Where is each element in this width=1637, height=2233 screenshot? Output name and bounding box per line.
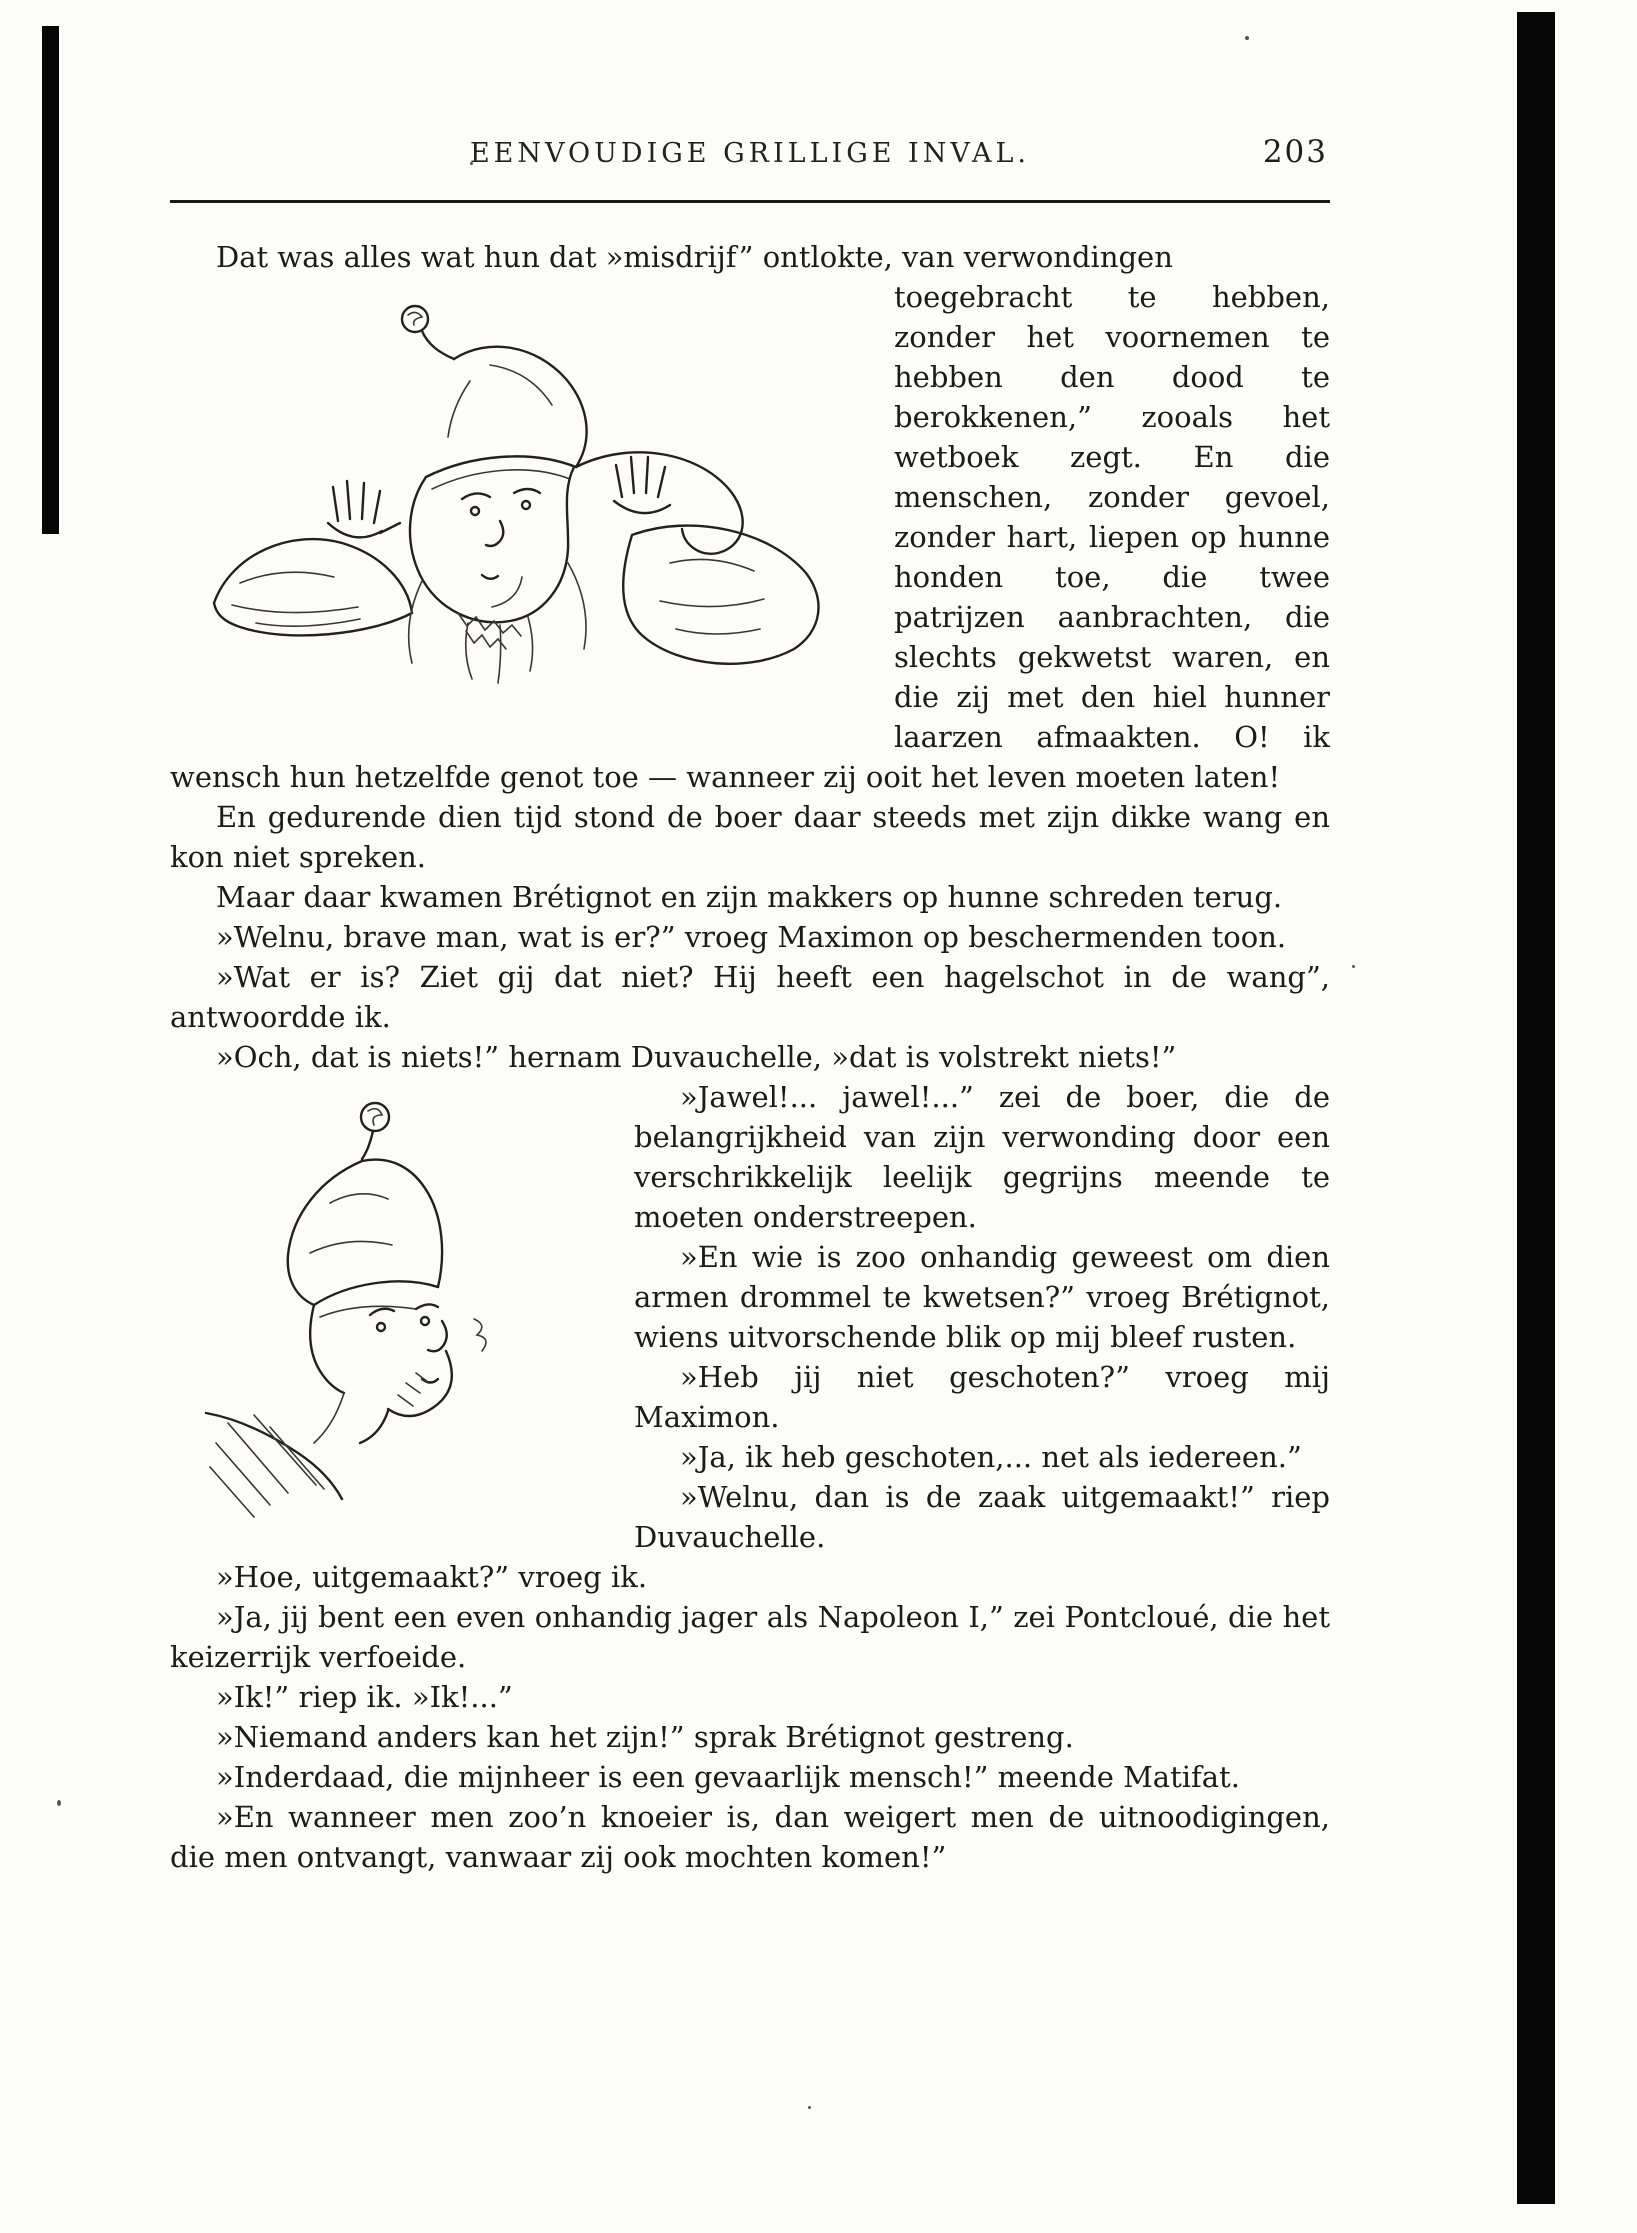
peasant-nightcap-illustration-1 (170, 281, 870, 721)
scan-artifact-bar-left (42, 26, 59, 534)
paragraph: Dat was alles wat hun dat »misdrijf” ontlokte, van verwondingen (216, 240, 1173, 274)
paragraph: En gedurende dien tijd stond de boer daar steeds met zijn dikke wang en kon niet spreken. (170, 800, 1330, 874)
paragraph: »Heb jij niet geschoten?” vroeg mij Maximon. (634, 1360, 1330, 1434)
paragraph: »Niemand anders kan het zijn!” sprak Brétignot gestreng. (216, 1720, 1074, 1754)
paragraph: »Welnu, dan is de zaak uitgemaakt!” riep Duvauchelle. (634, 1480, 1330, 1554)
running-header (170, 134, 1330, 184)
scan-speck (808, 2106, 811, 2109)
paragraph: »En wanneer men zoo’n knoeier is, dan weigert men de uitnoodigingen, die men ontvangt, vanwaar zij ook mochten komen!” (170, 1800, 1330, 1874)
page-number: 203 (1262, 134, 1328, 170)
paragraph: »Jawel!... jawel!...” zei de boer, die de belangrijkheid van zijn verwonding door een verschrikkelijk leelijk gegrijns meende te moeten onderstreepen. (634, 1080, 1330, 1234)
running-header-title: EENVOUDIGE GRILLIGE INVAL. (469, 138, 1031, 169)
scan-speck (57, 1800, 61, 1806)
header-divider (170, 200, 1330, 203)
paragraph: »Ja, jij bent een even onhandig jager als Napoleon I,” zei Pontcloué, die het keizerrijk verfoeide. (170, 1600, 1330, 1674)
body-text (170, 237, 1330, 1877)
paragraph: »Hoe, uitgemaakt?” vroeg ik. (216, 1560, 648, 1594)
peasant-illustration-1-drawing (170, 281, 870, 721)
paragraph: toegebracht te hebben, zonder het voornemen te hebben den dood te berokkenen,” zooals het wetboek zegt. En die menschen, zonder gevoel, zonder hart, liepen op hunne honden toe, die twee patrijzen aanbrachten, die slechts gekwetst waren, en die zij met den hiel hunner laarzen afmaakten. O! ik wensch hun hetzelfde genot toe — wanneer zij ooit het leven moeten laten! (170, 280, 1330, 794)
scan-artifact-bar-right (1517, 12, 1555, 2204)
scan-speck (1245, 36, 1249, 40)
paragraph: »Welnu, brave man, wat is er?” vroeg Maximon op beschermenden toon. (216, 920, 1287, 954)
paragraph: »En wie is zoo onhandig geweest om dien armen drommel te kwetsen?” vroeg Brétignot, wiens uitvorschende blik op mij bleef rusten. (634, 1240, 1330, 1354)
paragraph: »Ik!” riep ik. »Ik!...” (216, 1680, 513, 1714)
paragraph: Maar daar kwamen Brétignot en zijn makkers op hunne schreden terug. (216, 880, 1283, 914)
page-content (170, 134, 1330, 1877)
paragraph: »Wat er is? Ziet gij dat niet? Hij heeft een hagelschot in de wang”, antwoordde ik. (170, 960, 1330, 1034)
paragraph: »Ja, ik heb geschoten,... net als iedereen.” (680, 1440, 1302, 1474)
peasant-illustration-2-drawing (170, 1081, 612, 1521)
paragraph: »Inderdaad, die mijnheer is een gevaarlijk mensch!” meende Matifat. (216, 1760, 1240, 1794)
scan-speck (1352, 965, 1355, 968)
peasant-nightcap-illustration-2 (170, 1081, 612, 1521)
paragraph: »Och, dat is niets!” hernam Duvauchelle, »dat is volstrekt niets!” (216, 1040, 1177, 1074)
